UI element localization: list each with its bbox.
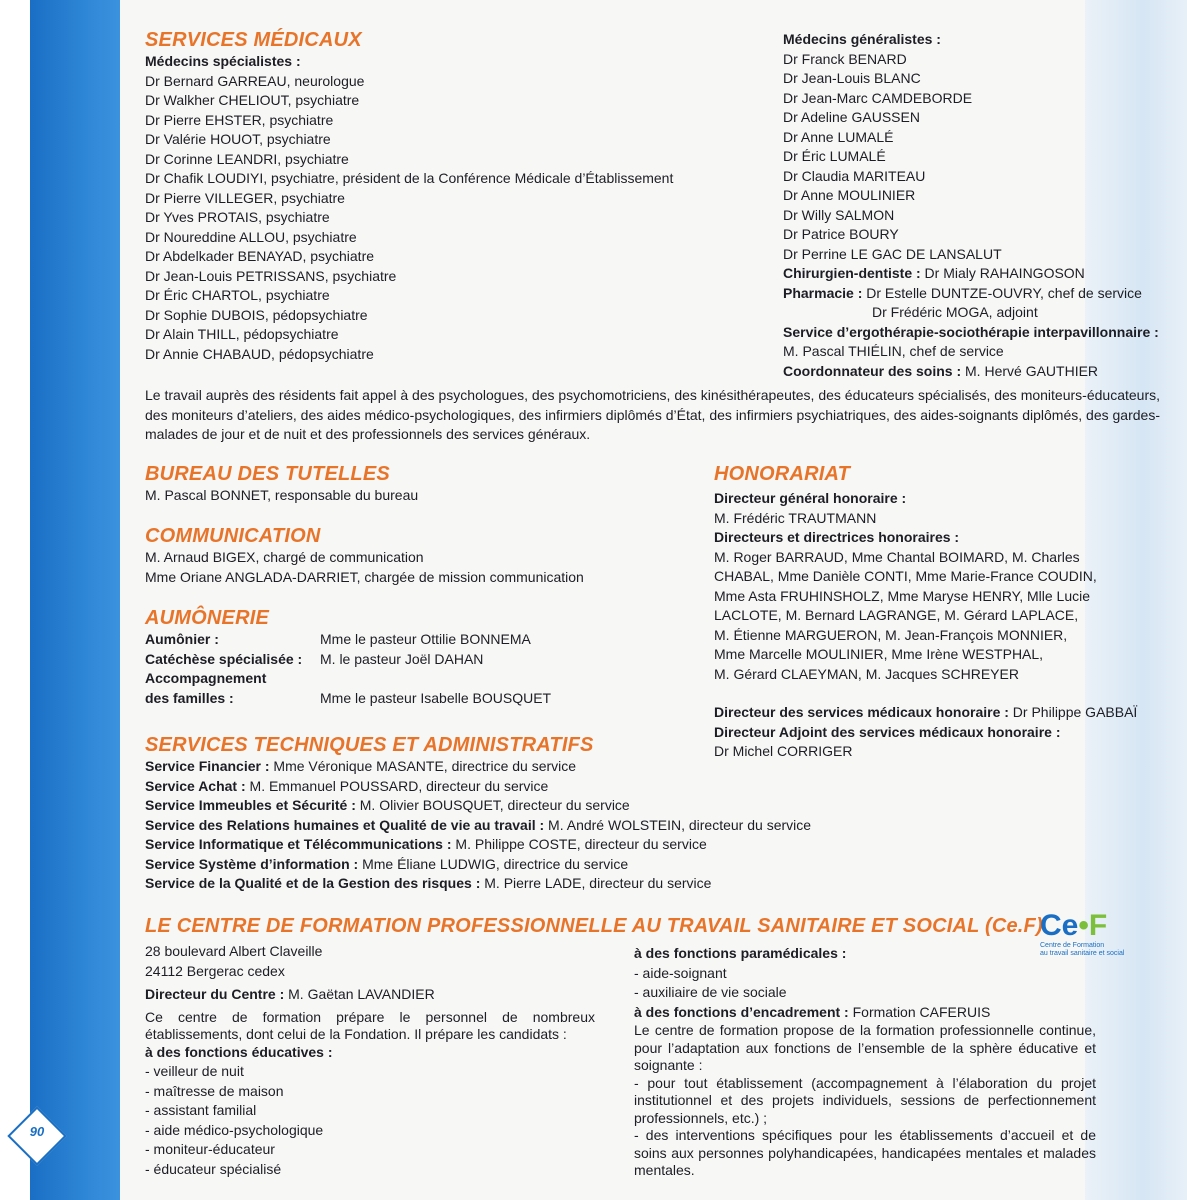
aumonier-label: Aumônier : bbox=[145, 631, 219, 647]
list-item: Dr Alain THILL, pédopsychiatre bbox=[145, 326, 339, 342]
list-item: Dr Willy SALMON bbox=[783, 206, 895, 223]
list-item: Dr Éric LUMALÉ bbox=[783, 148, 886, 164]
row-label: Service Système d’information : bbox=[145, 855, 359, 872]
row-value: M. Emmanuel POUSSARD, directeur du service bbox=[245, 777, 549, 794]
aumonerie-title: AUMÔNERIE bbox=[145, 607, 270, 629]
ergo-name: M. Pascal THIÉLIN, chef de service bbox=[783, 343, 1004, 359]
list-item: Dr Yves PROTAIS, psychiatre bbox=[145, 209, 330, 225]
list-item: Dr Claudia MARITEAU bbox=[783, 167, 926, 184]
row-label: Service des Relations humaines et Qualité de vie au travail : bbox=[145, 816, 545, 833]
list-item: Dr Anne LUMALÉ bbox=[783, 128, 894, 145]
dentiste-line bbox=[783, 264, 1163, 284]
row-label: Service Informatique et Télécommunications : bbox=[145, 836, 452, 852]
list-item: Dr Jean-Louis BLANC bbox=[783, 70, 921, 86]
tutelles-text: M. Pascal BONNET, responsable du bureau bbox=[145, 487, 419, 503]
dg-label: Directeur général honoraire : bbox=[714, 490, 907, 506]
catechese-name: M. le pasteur Joël DAHAN bbox=[320, 650, 484, 667]
row-value: M. Pierre LADE, directeur du service bbox=[480, 875, 712, 891]
list-item: Dr Sophie DUBOIS, pédopsychiatre bbox=[145, 306, 368, 323]
row-value: Mme Éliane LUDWIG, directrice du service bbox=[358, 855, 629, 872]
list-item: Dr Pierre EHSTER, psychiatre bbox=[145, 111, 334, 128]
list-item: Dr Annie CHABAUD, pédopsychiatre bbox=[145, 345, 374, 362]
list-item: Dr Noureddine ALLOU, psychiatre bbox=[145, 228, 357, 245]
coord-line bbox=[783, 362, 1163, 382]
cef-logo-subtitle-2: au travail sanitaire et social bbox=[1040, 950, 1125, 957]
list-item: - assistant familial bbox=[145, 1102, 257, 1118]
list-item: Mme Asta FRUHINSHOLZ, Mme Maryse HENRY, Mlle Lucie bbox=[714, 587, 1091, 604]
list-item: CHABAL, Mme Danièle CONTI, Mme Marie-France COUDIN, bbox=[714, 568, 1097, 584]
list-item: LACLOTE, M. Bernard LAGRANGE, M. Gérard LAPLACE, bbox=[714, 607, 1079, 623]
address-line: 24112 Bergerac cedex bbox=[145, 962, 285, 979]
specialistes-list bbox=[145, 72, 765, 365]
formation-section-title bbox=[145, 914, 1043, 938]
list-item: - pour tout établissement (accompagnement à l’élaboration du projet institutionnel et des projets individuels, sessions de perfectionnement professionnels, etc.) ; bbox=[634, 1074, 1096, 1126]
accomp-label: Accompagnement bbox=[145, 670, 267, 686]
list-item: - maîtresse de maison bbox=[145, 1082, 284, 1099]
director-line bbox=[145, 985, 595, 1005]
services-medicaux-title: SERVICES MÉDICAUX bbox=[145, 29, 362, 51]
list-item: - éducateur spécialisé bbox=[145, 1160, 282, 1177]
director-name: M. Gaëtan LAVANDIER bbox=[284, 986, 435, 1002]
list-item: M. Gérard CLAEYMAN, M. Jacques SCHREYER bbox=[714, 665, 1019, 682]
page-number: 90 bbox=[29, 1124, 45, 1139]
table-row bbox=[145, 874, 1045, 894]
list-item: M. Étienne MARGUERON, M. Jean-François MONNIER, bbox=[714, 626, 1068, 643]
encad-line bbox=[634, 1003, 1096, 1023]
dentiste-label: Chirurgien-dentiste : bbox=[783, 265, 921, 281]
list-item: Dr Franck BENARD bbox=[783, 50, 907, 67]
encad-text: Formation CAFERUIS bbox=[848, 1003, 991, 1020]
honorariat-title: HONORARIAT bbox=[714, 463, 851, 485]
honorariat-section bbox=[714, 462, 1144, 762]
list-item: Dr Walkher CHELIOUT, psychiatre bbox=[145, 92, 360, 108]
para-label: à des fonctions paramédicales : bbox=[634, 945, 847, 961]
ergo-label: Service d’ergothérapie-sociothérapie interpavillonnaire : bbox=[783, 323, 1159, 340]
techniques-title: SERVICES TECHNIQUES ET ADMINISTRATIFS bbox=[145, 734, 594, 756]
cef-logo-subtitle: Centre de Formation bbox=[1040, 942, 1105, 949]
list-item: Dr Anne MOULINIER bbox=[783, 187, 916, 203]
list-item: Mme Marcelle MOULINIER, Mme Irène WESTPHAL, bbox=[714, 646, 1044, 662]
pharmacie-adjoint: Dr Frédéric MOGA, adjoint bbox=[872, 304, 1038, 320]
list-item: Dr Éric CHARTOL, psychiatre bbox=[145, 287, 330, 303]
list-item: - veilleur de nuit bbox=[145, 1063, 244, 1079]
catechese-label: Catéchèse spécialisée : bbox=[145, 650, 303, 667]
aumonerie-table bbox=[145, 630, 705, 708]
dsm-name: Dr Philippe GABBAÏ bbox=[1008, 704, 1138, 720]
table-row bbox=[145, 757, 1045, 777]
list-item: - aide-soignant bbox=[634, 964, 727, 981]
row-label: Service de la Qualité et de la Gestion des risques : bbox=[145, 875, 481, 891]
accomp-name: Mme le pasteur Isabelle BOUSQUET bbox=[320, 689, 552, 706]
list-item: Dr Abdelkader BENAYAD, psychiatre bbox=[145, 248, 375, 264]
list-item: - des interventions spécifiques pour les établissements d’accueil et de soins aux personnes polyhandicapées, handicapées mentales et malades mentales. bbox=[634, 1127, 1096, 1178]
row-value: M. Philippe COSTE, directeur du service bbox=[451, 836, 707, 852]
list-item: Dr Bernard GARREAU, neurologue bbox=[145, 72, 365, 89]
educ-label: à des fonctions éducatives : bbox=[145, 1043, 333, 1060]
list-item: Dr Adeline GAUSSEN bbox=[783, 109, 920, 125]
accomp-label-2: des familles : bbox=[145, 689, 234, 706]
tutelles-section bbox=[145, 462, 705, 506]
dsm-line bbox=[714, 703, 1144, 723]
formation-left bbox=[145, 942, 595, 1179]
staff-paragraph: Le travail auprès des résidents fait appel à des psychologues, des psychomotriciens, des kinésithérapeutes, des éducateurs spécialisés, des moniteurs-éducateurs, des moniteurs d’ateliers, des aides médico-psychologiques, des infirmiers diplômés d’État, des infirmiers psychiatriques, des aides-soignants diplômés, des gardes-malades de jour et de nuit et des professionnels des services généraux. bbox=[145, 387, 1160, 442]
adj-label: Directeur Adjoint des services médicaux honoraire : bbox=[714, 723, 1061, 740]
list-item: Dr Chafik LOUDIYI, psychiatre, président de la Conférence Médicale d’Établissement bbox=[145, 170, 674, 186]
techniques-section bbox=[145, 733, 1045, 894]
aumonerie-section bbox=[145, 606, 705, 708]
specialistes-label: Médecins spécialistes : bbox=[145, 53, 301, 69]
dsm-label: Directeur des services médicaux honoraire : bbox=[714, 704, 1009, 720]
table-row bbox=[145, 835, 1045, 855]
list-item: Mme Oriane ANGLADA-DARRIET, chargée de mission communication bbox=[145, 568, 584, 585]
list-item: Dr Jean-Marc CAMDEBORDE bbox=[783, 89, 973, 106]
coord-name: M. Hervé GAUTHIER bbox=[961, 362, 1099, 379]
dentiste-name: Dr Mialy RAHAINGOSON bbox=[920, 265, 1085, 281]
pharmacie-label: Pharmacie : bbox=[783, 284, 863, 301]
list-item: M. Roger BARRAUD, Mme Chantal BOIMARD, M. Charles bbox=[714, 548, 1080, 565]
pharmacie-name: Dr Estelle DUNTZE-OUVRY, chef de service bbox=[862, 284, 1142, 301]
generalistes-section bbox=[783, 30, 1163, 381]
continue-text: Le centre de formation propose de la formation professionnelle continue, pour l’adaptation aux fonctions de l’ensemble de la sphère éducative et soignante : bbox=[634, 1022, 1096, 1073]
generalistes-label: Médecins généralistes : bbox=[783, 31, 941, 47]
list-item: Dr Patrice BOURY bbox=[783, 226, 899, 242]
formation-right bbox=[634, 944, 1096, 1180]
encad-label: à des fonctions d’encadrement : bbox=[634, 1003, 849, 1020]
row-label: Service Achat : bbox=[145, 777, 246, 794]
list-item: Dr Valérie HOUOT, psychiatre bbox=[145, 131, 331, 147]
row-value: M. Olivier BOUSQUET, directeur du service bbox=[355, 797, 630, 813]
services-medicaux-section bbox=[145, 28, 765, 364]
cef-logo-mark: Ce•F bbox=[1040, 909, 1108, 942]
list-item: - auxiliaire de vie sociale bbox=[634, 984, 787, 1000]
list-item: Dr Corinne LEANDRI, psychiatre bbox=[145, 150, 349, 167]
row-value: Mme Véronique MASANTE, directrice du service bbox=[269, 758, 577, 774]
row-value: M. André WOLSTEIN, directeur du service bbox=[544, 816, 812, 833]
communication-section bbox=[145, 524, 705, 587]
table-row bbox=[145, 855, 1045, 875]
address-line: 28 boulevard Albert Claveille bbox=[145, 943, 323, 959]
blue-side-band bbox=[30, 0, 120, 1200]
list-item: - aide médico-psychologique bbox=[145, 1121, 324, 1138]
communication-title: COMMUNICATION bbox=[145, 525, 321, 547]
formation-title: LE CENTRE DE FORMATION PROFESSIONNELLE AU TRAVAIL SANITAIRE ET SOCIAL (Ce.F) bbox=[145, 915, 1043, 937]
list-item: - moniteur-éducateur bbox=[145, 1141, 275, 1157]
formation-intro: Ce centre de formation prépare le personnel de nombreux établissements, dont celui de la Fondation. Il prépare les candidats : bbox=[145, 1008, 595, 1042]
adj-name: Dr Michel CORRIGER bbox=[714, 743, 853, 759]
left-margin bbox=[0, 0, 95, 1200]
dg-name: M. Frédéric TRAUTMANN bbox=[714, 509, 877, 526]
table-row bbox=[145, 777, 1045, 797]
director-label: Directeur du Centre : bbox=[145, 986, 285, 1002]
table-row bbox=[145, 816, 1045, 836]
dirs-label: Directeurs et directrices honoraires : bbox=[714, 529, 960, 545]
list-item: Dr Pierre VILLEGER, psychiatre bbox=[145, 189, 345, 206]
aumonier-name: Mme le pasteur Ottilie BONNEMA bbox=[320, 631, 531, 647]
row-label: Service Financier : bbox=[145, 758, 270, 774]
tutelles-title: BUREAU DES TUTELLES bbox=[145, 463, 390, 485]
pharmacie-line bbox=[783, 284, 1163, 304]
list-item: M. Arnaud BIGEX, chargé de communication bbox=[145, 549, 424, 565]
table-row bbox=[145, 796, 1045, 816]
list-item: Dr Jean-Louis PETRISSANS, psychiatre bbox=[145, 267, 397, 284]
list-item: Dr Perrine LE GAC DE LANSALUT bbox=[783, 245, 1002, 262]
coord-label: Coordonnateur des soins : bbox=[783, 362, 962, 379]
row-label: Service Immeubles et Sécurité : bbox=[145, 797, 356, 813]
